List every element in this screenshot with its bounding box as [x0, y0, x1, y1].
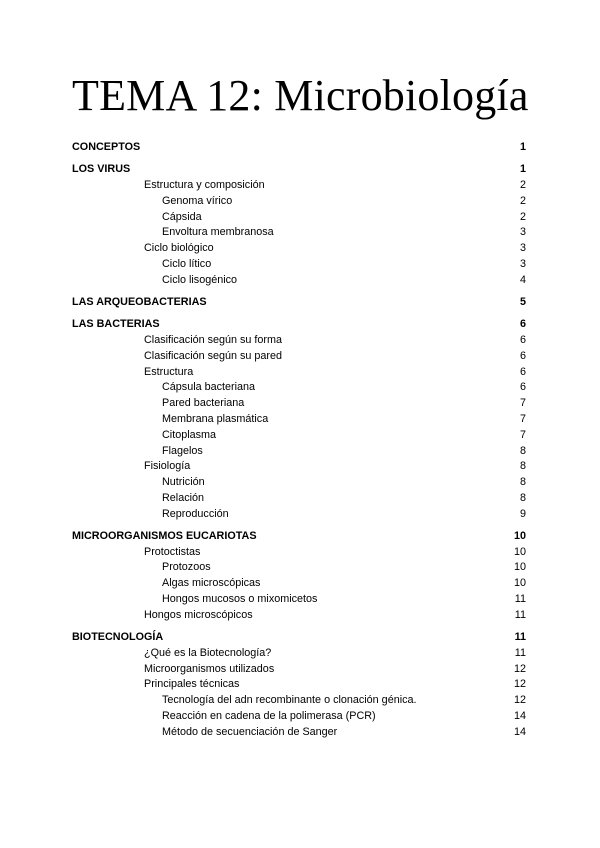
toc-entry-label: Reacción en cadena de la polimerasa (PCR) — [162, 710, 376, 723]
toc-entry[interactable] — [72, 646, 526, 662]
toc-entry[interactable] — [72, 491, 526, 507]
toc-entry[interactable] — [72, 241, 526, 257]
toc-entry[interactable] — [72, 333, 526, 349]
toc-entry-label: Fisiología — [144, 460, 191, 473]
toc-entry-page-number: 4 — [519, 273, 526, 286]
toc-entry-page-number: 6 — [519, 365, 526, 378]
toc-entry-page-number: 8 — [519, 444, 526, 457]
table-of-contents — [72, 140, 526, 741]
toc-entry-page-number: 12 — [513, 678, 526, 691]
toc-entry-page-number: 6 — [519, 381, 526, 394]
toc-entry[interactable] — [72, 225, 526, 241]
toc-entry-label: Membrana plasmática — [162, 412, 269, 425]
toc-entry-page-number: 7 — [519, 397, 526, 410]
toc-entry[interactable] — [72, 428, 526, 444]
toc-entry-page-number: 6 — [519, 318, 526, 331]
toc-entry-label: Estructura y composición — [144, 178, 265, 191]
toc-entry-label: Estructura — [144, 365, 194, 378]
toc-entry-label: Método de secuenciación de Sanger — [162, 725, 338, 738]
toc-entry-label: Hongos microscópicos — [144, 608, 253, 621]
toc-entry[interactable] — [72, 693, 526, 709]
toc-entry-page-number: 3 — [519, 242, 526, 255]
toc-entry-page-number: 14 — [513, 710, 526, 723]
toc-entry-page-number: 12 — [513, 694, 526, 707]
toc-entry[interactable] — [72, 507, 526, 523]
toc-entry[interactable] — [72, 677, 526, 693]
toc-entry-label: Hongos mucosos o mixomicetos — [162, 593, 318, 606]
toc-entry[interactable] — [72, 592, 526, 608]
toc-entry-label: Cápsida — [162, 210, 202, 223]
toc-entry-page-number: 11 — [514, 646, 526, 659]
toc-entry[interactable] — [72, 725, 526, 741]
toc-entry-page-number: 6 — [519, 349, 526, 362]
toc-entry[interactable] — [72, 459, 526, 475]
toc-entry[interactable] — [72, 317, 526, 333]
document-title: TEMA 12: Microbiología — [72, 71, 529, 120]
toc-entry[interactable] — [72, 529, 526, 545]
toc-entry-page-number: 12 — [513, 662, 526, 675]
toc-entry[interactable] — [72, 295, 526, 311]
toc-entry-label: BIOTECNOLOGÍA — [72, 631, 164, 644]
toc-entry-label: Relación — [162, 491, 205, 504]
toc-entry-label: Flagelos — [162, 444, 203, 457]
toc-entry[interactable] — [72, 545, 526, 561]
toc-entry-page-number: 11 — [514, 608, 526, 621]
toc-entry-label: ¿Qué es la Biotecnología? — [144, 646, 272, 659]
toc-entry[interactable] — [72, 412, 526, 428]
toc-entry-page-number: 1 — [519, 163, 526, 176]
toc-entry[interactable] — [72, 140, 526, 156]
toc-entry-page-number: 10 — [513, 561, 526, 574]
toc-entry-label: Genoma vírico — [162, 194, 233, 207]
toc-entry[interactable] — [72, 365, 526, 381]
toc-entry[interactable] — [72, 608, 526, 624]
toc-entry-label: LOS VIRUS — [72, 163, 131, 176]
toc-entry-page-number: 10 — [513, 577, 526, 590]
toc-entry-label: Principales técnicas — [144, 678, 240, 691]
toc-entry-page-number: 3 — [519, 226, 526, 239]
toc-entry-page-number: 1 — [519, 141, 526, 153]
toc-entry[interactable] — [72, 396, 526, 412]
toc-entry-label: Microorganismos utilizados — [144, 662, 275, 675]
toc-entry[interactable] — [72, 560, 526, 576]
toc-entry-page-number: 8 — [519, 476, 526, 489]
toc-entry-label: Protoctistas — [144, 545, 201, 558]
toc-entry-page-number: 2 — [519, 194, 526, 207]
toc-entry-label: Envoltura membranosa — [162, 226, 274, 239]
toc-entry-label: Tecnología del adn recombinante o clonación génica. — [162, 694, 417, 707]
toc-entry-page-number: 9 — [519, 507, 526, 520]
toc-entry[interactable] — [72, 273, 526, 289]
toc-entry[interactable] — [72, 162, 526, 178]
toc-entry-label: Pared bacteriana — [162, 397, 245, 410]
toc-entry-page-number: 14 — [513, 725, 526, 738]
toc-entry-label: CONCEPTOS — [72, 141, 141, 153]
toc-entry-page-number: 11 — [514, 631, 526, 644]
toc-entry-label: Citoplasma — [162, 428, 217, 441]
toc-entry-label: Reproducción — [162, 507, 229, 520]
toc-entry-label: Algas microscópicas — [162, 577, 261, 590]
toc-entry-page-number: 8 — [519, 460, 526, 473]
toc-entry-page-number: 5 — [519, 295, 526, 308]
toc-entry[interactable] — [72, 349, 526, 365]
toc-entry-page-number: 7 — [519, 412, 526, 425]
toc-entry-label: Clasificación según su forma — [144, 333, 283, 346]
toc-entry-page-number: 8 — [519, 491, 526, 504]
toc-entry[interactable] — [72, 210, 526, 226]
toc-entry-label: LAS BACTERIAS — [72, 318, 160, 331]
toc-entry-page-number: 3 — [519, 257, 526, 270]
toc-entry-label: Ciclo biológico — [144, 242, 214, 255]
toc-entry[interactable] — [72, 630, 526, 646]
toc-entry-page-number: 6 — [519, 333, 526, 346]
toc-entry-label: LAS ARQUEOBACTERIAS — [72, 295, 207, 308]
toc-entry-label: Clasificación según su pared — [144, 349, 283, 362]
toc-entry-page-number: 10 — [513, 545, 526, 558]
toc-entry-label: Protozoos — [162, 561, 211, 574]
toc-entry[interactable] — [72, 178, 526, 194]
toc-entry-page-number: 10 — [513, 529, 526, 542]
toc-entry[interactable] — [72, 194, 526, 210]
toc-entry[interactable] — [72, 257, 526, 273]
toc-entry-label: Ciclo lisogénico — [162, 273, 238, 286]
toc-entry[interactable] — [72, 444, 526, 460]
toc-entry[interactable] — [72, 662, 526, 678]
toc-entry-page-number: 11 — [514, 593, 526, 606]
toc-entry-label: Nutrición — [162, 476, 205, 489]
toc-entry[interactable] — [72, 475, 526, 491]
toc-entry-page-number: 2 — [519, 210, 526, 223]
toc-entry-label: Cápsula bacteriana — [162, 381, 256, 394]
toc-entry[interactable] — [72, 709, 526, 725]
toc-entry-label: MICROORGANISMOS EUCARIOTAS — [72, 529, 257, 542]
toc-entry[interactable] — [72, 576, 526, 592]
toc-entry-label: Ciclo lítico — [162, 257, 212, 270]
toc-entry-page-number: 7 — [519, 428, 526, 441]
toc-entry[interactable] — [72, 380, 526, 396]
toc-entry-page-number: 2 — [519, 178, 526, 191]
